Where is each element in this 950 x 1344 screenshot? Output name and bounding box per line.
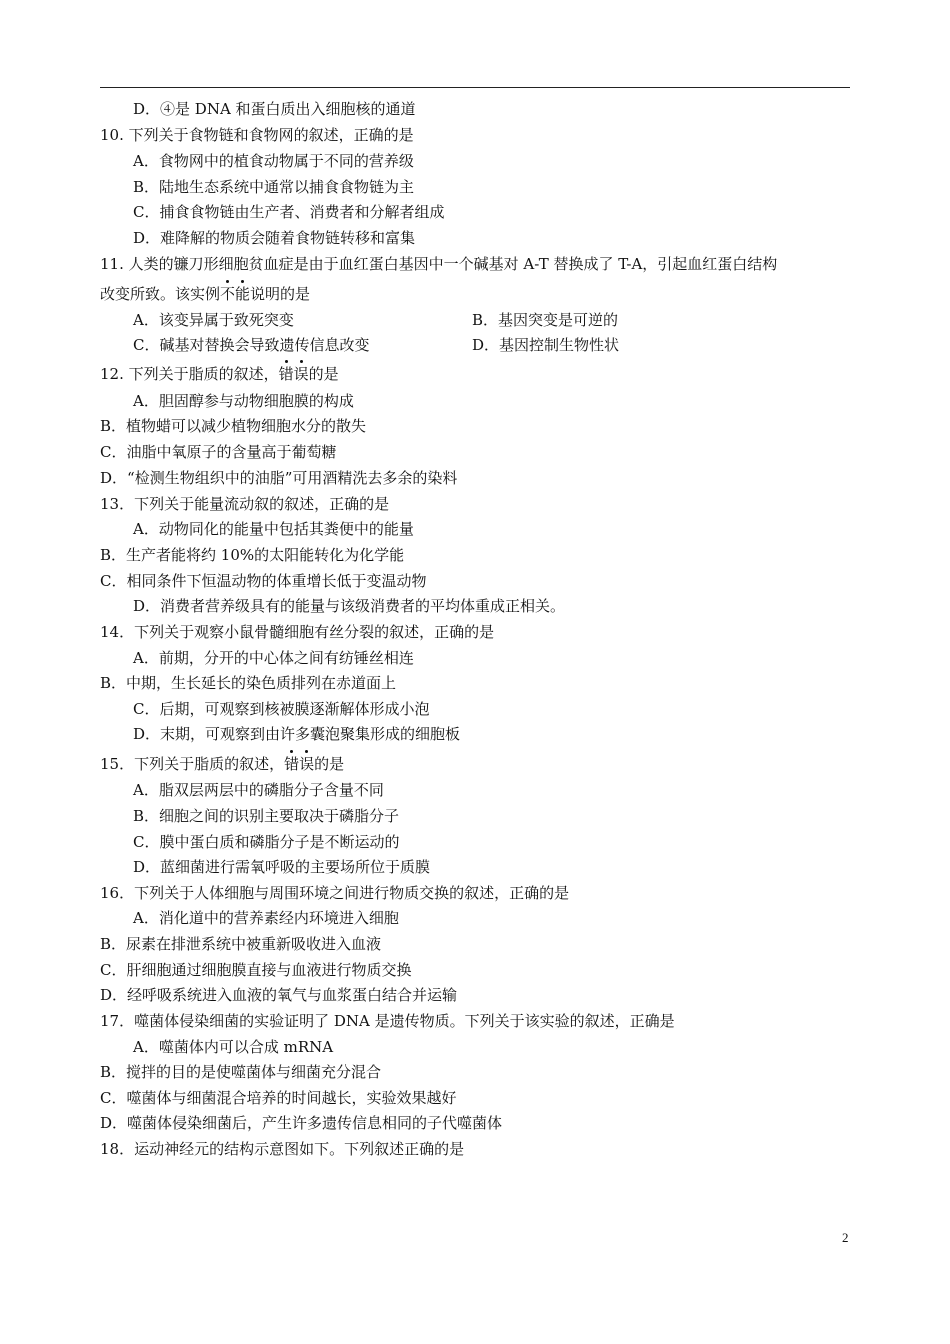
emphasis-char: 错 xyxy=(284,755,300,773)
question-17-option-a: A．噬菌体内可以合成 mRNA xyxy=(133,1038,334,1056)
question-12-option-d: D．“检测生物组织中的油脂”可用酒精洗去多余的染料 xyxy=(100,469,458,487)
question-11: 11. 人类的镰刀形细胞贫血症是由于血红蛋白基因中一个碱基对 A-T 替换成了 T-A，引起血红蛋白结构 xyxy=(100,255,778,273)
question-17-option-c: C．噬菌体与细菌混合培养的时间越长，实验效果越好 xyxy=(100,1089,457,1107)
q12-text-post: 的是 xyxy=(308,365,339,383)
question-10-option-c: C．捕食食物链由生产者、消费者和分解者组成 xyxy=(133,203,445,221)
question-12-option-c: C．油脂中氧原子的含量高于葡萄糖 xyxy=(100,443,337,461)
question-10: 10. 下列关于食物链和食物网的叙述，正确的是 xyxy=(100,126,414,144)
q11-text-pre: 改变所致。该实例 xyxy=(100,285,221,303)
question-15-option-c: C．膜中蛋白质和磷脂分子是不断运动的 xyxy=(133,833,400,851)
question-10-option-b: B．陆地生态系统中通常以捕食食物链为主 xyxy=(133,178,415,196)
question-15-option-a: A．脂双层两层中的磷脂分子含量不同 xyxy=(133,781,384,799)
emphasis-char: 能 xyxy=(235,285,251,303)
question-14-option-b: B．中期，生长延长的染色质排列在赤道面上 xyxy=(100,674,397,692)
question-16-option-b: B．尿素在排泄系统中被重新吸收进入血液 xyxy=(100,935,382,953)
question-16-option-a: A．消化道中的营养素经内环境进入细胞 xyxy=(133,909,399,927)
question-10-option-d: D．难降解的物质会随着食物链转移和富集 xyxy=(133,229,416,247)
question-12 xyxy=(100,364,339,384)
question-17-option-d: D．噬菌体侵染细菌后，产生许多遗传信息相同的子代噬菌体 xyxy=(100,1114,503,1132)
question-16-option-c: C．肝细胞通过细胞膜直接与血液进行物质交换 xyxy=(100,961,412,979)
question-10-option-a: A．食物网中的植食动物属于不同的营养级 xyxy=(133,152,414,170)
q11-text-post: 说明的是 xyxy=(250,285,311,303)
question-11-option-a: A．该变异属于致死突变 xyxy=(133,311,294,329)
question-11-option-d: D．基因控制生物性状 xyxy=(472,336,620,354)
question-17-option-b: B．搅拌的目的是使噬菌体与细菌充分混合 xyxy=(100,1063,382,1081)
question-15-option-b: B．细胞之间的识别主要取决于磷脂分子 xyxy=(133,807,400,825)
question-11-continued xyxy=(100,284,310,304)
question-11-option-c: C．碱基对替换会导致遗传信息改变 xyxy=(133,336,370,354)
question-12-option-a: A．胆固醇参与动物细胞膜的构成 xyxy=(133,392,354,410)
question-16: 16．下列关于人体细胞与周围环境之间进行物质交换的叙述，正确的是 xyxy=(100,884,570,902)
emphasis-char: 误 xyxy=(299,755,315,773)
question-11-option-b: B．基因突变是可逆的 xyxy=(472,311,619,329)
question-15-option-d: D．蓝细菌进行需氧呼吸的主要场所位于质膜 xyxy=(133,858,431,876)
q15-text-pre: 15．下列关于脂质的叙述， xyxy=(100,755,285,773)
question-13-option-c: C．相同条件下恒温动物的体重增长低于变温动物 xyxy=(100,572,427,590)
question-15 xyxy=(100,754,344,774)
question-16-option-d: D．经呼吸系统进入血液的氧气与血浆蛋白结合并运输 xyxy=(100,986,458,1004)
question-17: 17．噬菌体侵染细菌的实验证明了 DNA 是遗传物质。下列关于该实验的叙述，正确是 xyxy=(100,1012,675,1030)
emphasis-char: 不 xyxy=(220,285,236,303)
option-d-prev: D．④是 DNA 和蛋白质出入细胞核的通道 xyxy=(133,100,416,118)
q15-text-post: 的是 xyxy=(314,755,345,773)
question-14-option-c: C．后期，可观察到核被膜逐渐解体形成小泡 xyxy=(133,700,430,718)
question-14: 14．下列关于观察小鼠骨髓细胞有丝分裂的叙述，正确的是 xyxy=(100,623,495,641)
question-12-option-b: B．植物蜡可以减少植物细胞水分的散失 xyxy=(100,417,367,435)
question-13-option-d: D．消费者营养级具有的能量与该级消费者的平均体重成正相关。 xyxy=(133,597,566,615)
question-14-option-d: D．末期，可观察到由许多囊泡聚集形成的细胞板 xyxy=(133,725,461,743)
emphasis-char: 错 xyxy=(278,365,294,383)
page-number: 2 xyxy=(842,1230,849,1245)
header-rule xyxy=(100,87,850,88)
question-13-option-b: B．生产者能将约 10%的太阳能转化为化学能 xyxy=(100,546,405,564)
question-18: 18．运动神经元的结构示意图如下。下列叙述正确的是 xyxy=(100,1140,465,1158)
question-13-option-a: A．动物同化的能量中包括其粪便中的能量 xyxy=(133,520,414,538)
emphasis-char: 误 xyxy=(293,365,309,383)
question-14-option-a: A．前期，分开的中心体之间有纺锤丝相连 xyxy=(133,649,414,667)
q12-text-pre: 12. 下列关于脂质的叙述， xyxy=(100,365,279,383)
question-13: 13．下列关于能量流动叙的叙述，正确的是 xyxy=(100,495,390,513)
